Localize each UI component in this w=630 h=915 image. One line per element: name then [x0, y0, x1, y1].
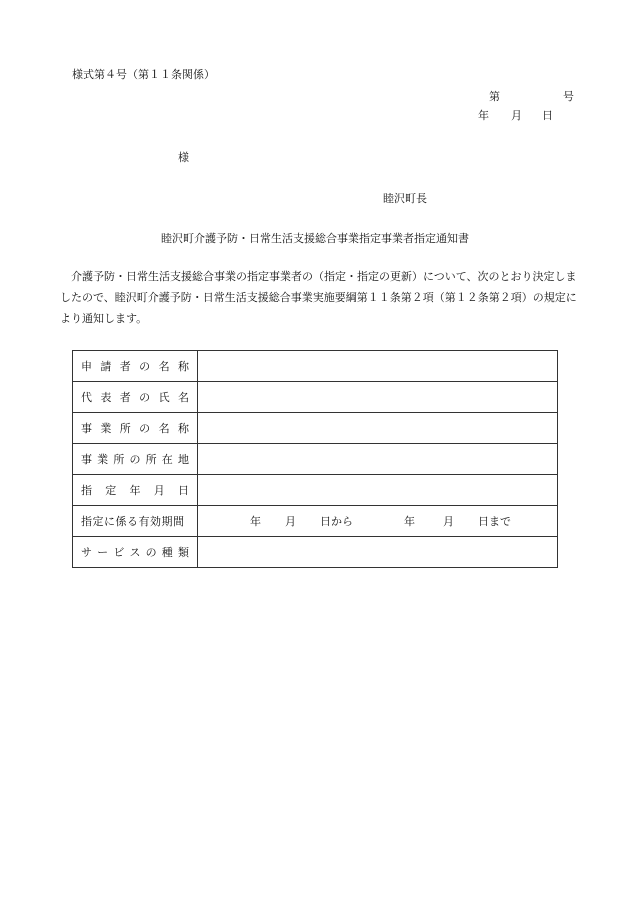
applicant-name-field[interactable]: [198, 351, 558, 382]
table-row: [73, 382, 558, 413]
designation-date-field[interactable]: [198, 475, 558, 506]
addressee: 様: [178, 151, 189, 164]
row-label-service-type: サ ー ビ ス の 種 類: [73, 537, 198, 568]
table-row: [73, 475, 558, 506]
month-label: 月: [511, 109, 522, 122]
period-to-year: 年: [404, 515, 415, 528]
row-label-designation-date: 指 定 年 月 日: [73, 475, 198, 506]
representative-name-field[interactable]: [198, 382, 558, 413]
period-from-day: 日から: [320, 515, 353, 528]
document-body: 介護予防・日常生活支援総合事業の指定事業者の（指定・指定の更新）について、次のとおり決定しましたので、睦沢町介護予防・日常生活支援総合事業実施要綱第１１条第２項（第１２条第２項）の規定により通知します。: [60, 270, 577, 325]
table-row: [73, 506, 558, 537]
office-address-field[interactable]: [198, 444, 558, 475]
period-from-year: 年: [250, 515, 261, 528]
period-from-month: 月: [285, 515, 296, 528]
document-title: 睦沢町介護予防・日常生活支援総合事業指定事業者指定通知書: [161, 232, 469, 245]
table-row: [73, 351, 558, 382]
row-label-office-name: 事 業 所 の 名 称: [73, 413, 198, 444]
details-table: [72, 350, 558, 568]
period-to-day: 日まで: [478, 515, 511, 528]
number-prefix: 第: [489, 90, 500, 103]
row-label-validity-period: 指定に係る有効期間: [73, 506, 198, 537]
table-row: [73, 537, 558, 568]
table-row: [73, 444, 558, 475]
issuer: 睦沢町長: [383, 192, 427, 205]
validity-period-field[interactable]: [198, 506, 558, 537]
table-row: [73, 413, 558, 444]
day-label: 日: [542, 109, 553, 122]
service-type-field[interactable]: [198, 537, 558, 568]
row-label-office-address: 事 業 所 の 所 在 地: [73, 444, 198, 475]
row-label-applicant-name: 申 請 者 の 名 称: [73, 351, 198, 382]
issue-date-line: [478, 109, 553, 123]
office-name-field[interactable]: [198, 413, 558, 444]
number-suffix: 号: [563, 90, 574, 103]
form-label: 様式第４号（第１１条関係）: [72, 68, 215, 81]
year-label: 年: [478, 109, 489, 122]
row-label-representative-name: 代 表 者 の 氏 名: [73, 382, 198, 413]
period-to-month: 月: [443, 515, 454, 528]
